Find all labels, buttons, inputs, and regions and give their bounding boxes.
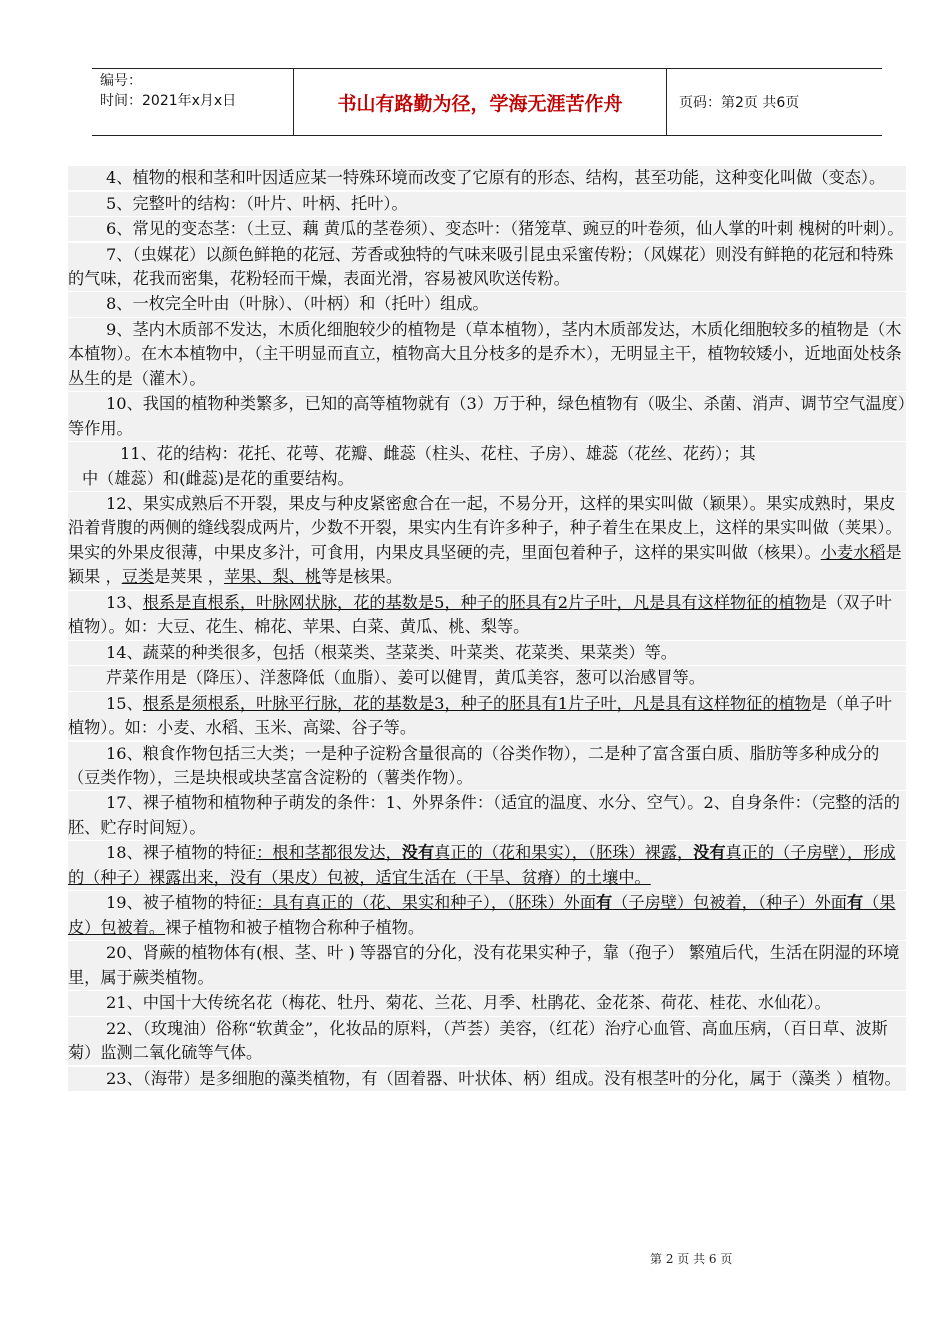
paragraph-13-underlined: 根系是直根系，叶脉网状脉，花的基数是5，种子的胚具有2片子叶，凡是具有这样物征的植物 [142,592,811,612]
paragraph-12-fruits: 苹果、梨、桃 [224,567,322,587]
paragraph-12-main: 12、果实成熟后不开裂，果皮与种皮紧密愈合在一起，不易分开，这样的果实叫做（颖果）。果实成熟时，果皮沿着背腹的两侧的缝线裂成两片，少数不开裂，果实内生有许多种子，种子着生在果皮上，这样的果实叫做（荚果）。果实的外果皮很薄，中果皮多汁，可食用，内果皮具坚硬的壳，里面包着种子，这样的果实叫做（核果）。 [68,494,902,562]
header-motto: 书山有路勤为径，学海无涯苦作舟 [294,69,667,135]
paragraph-11-line1: 11、花的结构：花托、花萼、花瓣、雌蕊（柱头、花柱、子房）、雄蕊（花丝、花药）；其 [120,444,756,464]
header-meta [92,69,294,135]
paragraph-13 [68,591,906,640]
document-body [68,166,906,1092]
paragraph-15-num: 15、 [106,693,143,713]
paragraph-12-beans: 豆类 [121,567,155,587]
paragraph-15 [68,692,906,741]
paragraph-18-lead: 18、裸子植物的特征 [106,843,257,863]
paragraph-11 [68,442,906,491]
page-footer: 第 2 页 共 6 页 [650,1252,733,1266]
paragraph-19-tail: 裸子植物和被子植物合称种子植物。 [165,917,425,937]
document-number-label: 编号： [100,73,142,89]
paragraph-19-lead: 19、被子植物的特征 [106,893,257,913]
paragraph-16: 16、粮食作物包括三大类；一是种子淀粉含量很高的（谷类作物），二是种了富含蛋白质、脂肪等多种成分的（豆类作物），三是块根或块茎富含淀粉的（薯类作物）。 [68,742,906,791]
paragraph-19-bold2: 有 [846,893,864,913]
paragraph-15-underlined: 根系是须根系，叶脉平行脉，花的基数是3，种子的胚具有1片子叶，凡是具有这样物征的植物 [142,693,811,713]
paragraph-22: 22、（玫瑰油）俗称“软黄金”，化妆品的原料，（芦荟）美容，（红花）治疗心血管、高血压病，（百日草、波斯菊）监测二氧化硫等气体。 [68,1017,906,1066]
page-header [92,68,882,136]
paragraph-12-text1: 是颖果 ， [68,542,902,587]
paragraph-18-bold2: 没有 [693,843,726,863]
paragraph-23: 23、（海带）是多细胞的藻类植物，有（固着器、叶状体、柄）组成。没有根茎叶的分化，属于（藻类 ）植物。 [68,1067,906,1091]
paragraph-19 [68,891,906,940]
paragraph-17: 17、裸子植物和植物种子萌发的条件：1、外界条件：（适宜的温度、水分、空气）。2、自身条件：（完整的活的胚、贮存时间短）。 [68,791,906,840]
paragraph-14: 14、蔬菜的种类很多，包括（根菜类、茎菜类、叶菜类、花菜类、果菜类）等。 [68,641,906,665]
paragraph-4: 4、植物的根和茎和叶因适应某一特殊环境而改变了它原有的形态、结构，甚至功能，这种变化叫做（变态）。 [68,166,906,190]
paragraph-21: 21、中国十大传统名花（梅花、牡丹、菊花、兰花、月季、杜鹃花、金花茶、荷花、桂花、水仙花）。 [68,991,906,1015]
paragraph-14b: 芹菜作用是（降压）、洋葱降低（血脂）、姜可以健胃，黄瓜美容，葱可以治感冒等。 [68,666,906,690]
paragraph-18-bold1: 没有 [401,843,435,863]
paragraph-9: 9、茎内木质部不发达，木质化细胞较少的植物是（草本植物），茎内木质部发达，木质化细胞较多的植物是（木本植物）。在木本植物中，（主干明显而直立，植物高大且分枝多的是乔木），无明显主干，植物较矮小，近地面处枝条丛生的是（灌木）。 [68,318,906,391]
paragraph-18 [68,841,906,890]
paragraph-18-u1: ：根和茎都很发达， [256,843,402,863]
paragraph-19-u2: （子房壁）包被着，（种子）外面 [612,893,847,913]
paragraph-11-line2: 中（雄蕊）和(雌蕊)是花的重要结构。 [82,468,354,488]
paragraph-12-wheat-rice: 小麦水稻 [820,542,886,562]
document-time-label: 时间：2021年x月x日 [100,93,237,109]
header-page-number: 页码：第2页 共6页 [679,95,800,111]
paragraph-12-text3: 等是核果。 [321,567,403,587]
paragraph-18-u3: 真正的（子房壁），形成的（种子）裸露出来，没有（果皮）包被，适宜生活在（干旱、贫瘠）的土壤中。 [68,843,896,887]
paragraph-10: 10、我国的植物种类繁多，已知的高等植物就有（3）万于种，绿色植物有（吸尘、杀菌、消声、调节空气温度）等作用。 [68,392,906,441]
paragraph-13-num: 13、 [106,592,143,612]
paragraph-5: 5、完整叶的结构：（叶片、叶柄、托叶）。 [68,192,906,216]
paragraph-13-rest: 是（双子叶植物）。如：大豆、花生、棉花、苹果、白菜、黄瓜、桃、梨等。 [68,592,892,637]
paragraph-15-rest: 是（单子叶植物）。如：小麦、水稻、玉米、高粱、谷子等。 [68,693,892,738]
paragraph-12-text2: 是荚果 ， [154,567,224,587]
paragraph-19-u1: ：具有真正的（花、果实和种子），（胚珠）外面 [256,893,597,913]
paragraph-18-u2: 真正的（花和果实），（胚珠）裸露， [434,843,694,863]
paragraph-12 [68,492,906,590]
paragraph-6: 6、常见的变态茎：（土豆、藕 黄瓜的茎卷须）、变态叶：（猪笼草、豌豆的叶卷须，仙人掌的叶刺 槐树的叶刺）。 [68,217,906,241]
paragraph-19-bold1: 有 [596,893,613,913]
paragraph-20: 20、肾蕨的植物体有(根、茎、叶 ) 等器官的分化，没有花果实种子，靠（孢子） 繁殖后代，生活在阴湿的环境里，属于蕨类植物。 [68,941,906,990]
paragraph-7: 7、（虫媒花）以颜色鲜艳的花冠、芳香或独特的气味来吸引昆虫采蜜传粉；（风媒花）则没有鲜艳的花冠和特殊的气味，花我而密集，花粉轻而干燥，表面光滑，容易被风吹送传粉。 [68,243,906,292]
paragraph-8: 8、一枚完全叶由（叶脉）、（叶柄）和（托叶）组成。 [68,292,906,316]
paragraph-19-u3: （果皮）包被着。 [68,893,896,937]
